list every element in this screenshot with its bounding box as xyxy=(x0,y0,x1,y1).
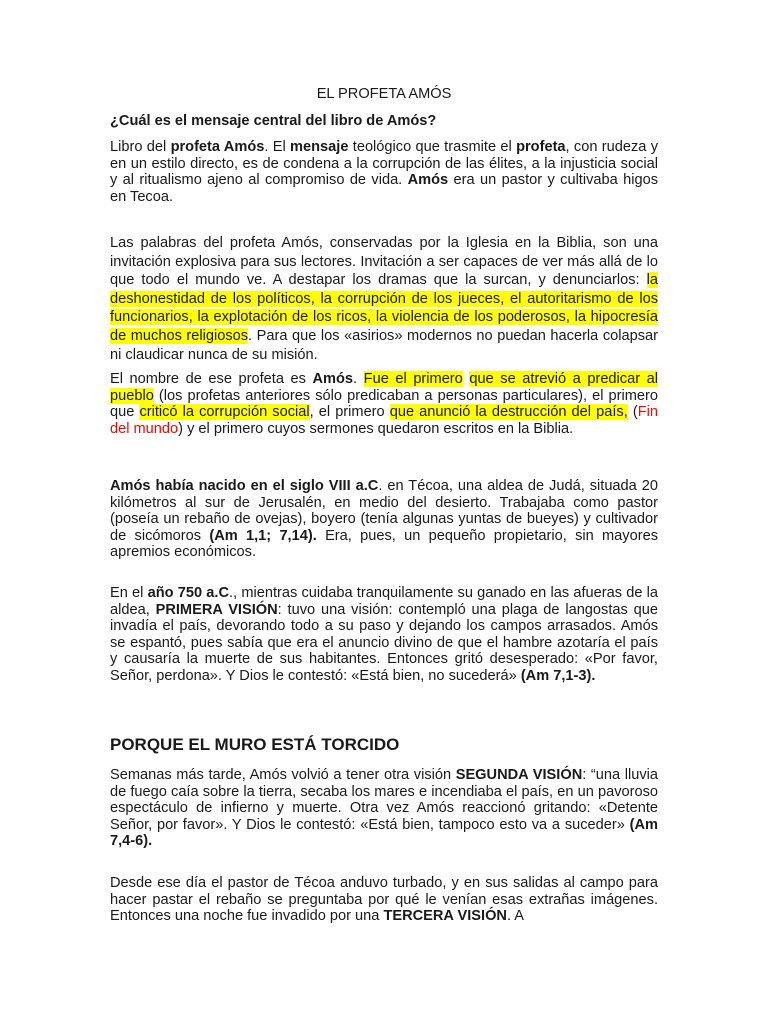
text-run: , con rudeza y en un estilo directo, es de condena a la corrupción de las élites, a la injusticia social y al ritualismo ajeno al compromiso de vida. xyxy=(110,139,659,189)
highlighted-run: la deshonestidad de los políticos, la corrupción de los jueces, el autoritarismo de los funcionarios, la explotación de los ricos, la violencia de los poderosos, la hipocresía de muchos religiosos xyxy=(110,272,658,344)
section-heading: PORQUE EL MURO ESTÁ TORCIDO xyxy=(110,735,400,754)
paragraph-intro xyxy=(110,139,658,205)
paragraph-third-vision xyxy=(110,875,658,925)
text-run: Las palabras del profeta Amós, conservadas por la Iglesia en la Biblia, son una invitación explosiva para sus lectores. Invitación a ser capaces de ver más allá de lo que todo el mundo ve. A destapar los dramas que la surcan, y denunciarlos: xyxy=(110,235,658,289)
bold-run: Amós había nacido en el siglo VIII a.C xyxy=(110,478,379,494)
text-run: . Para que los «asirios» modernos no puedan hacerla colapsar ni claudicar nunca de su misión. xyxy=(110,327,658,363)
text-run: , el primero xyxy=(309,404,390,421)
paragraph-words xyxy=(110,234,658,364)
bold-run: profeta Amós xyxy=(170,139,265,155)
paragraph-second-vision xyxy=(110,767,658,850)
bold-run: Amós xyxy=(407,172,449,189)
text-run: : “una lluvia de fuego caía sobre la tierra, secaba los mares e incendiaba el país, en un pavoroso espectáculo de infierno y muerte. Otra vez Amós reaccionó gritando: «Detente Señor, por favor». Y Dios le contestó: «Está bien, tampoco esto va a suceder» xyxy=(110,767,658,833)
text-run: Semanas más tarde, Amós volvió a tener otra visión xyxy=(110,767,456,783)
text-run: teológico que trasmite el xyxy=(348,139,517,155)
document-title: EL PROFETA AMÓS xyxy=(316,86,452,102)
text-run: era un pastor y cultivaba higos en Tecoa. xyxy=(110,172,659,205)
text-run: . en Técoa, una aldea de Judá, situada 20 kilómetros al sur de Jerusalén, en medio del desierto. Trabajaba como pastor (poseía un rebaño de ovejas), boyero (tenía algunas yuntas de bueyes) y cultivador de sicómoros xyxy=(110,478,658,544)
bold-run: (Am 7,1-3). xyxy=(520,667,596,684)
paragraph-birth xyxy=(110,478,658,561)
red-run: Fin del mundo xyxy=(110,404,658,437)
highlighted-run: Fue el primero xyxy=(363,371,463,387)
text-run: ( xyxy=(627,404,638,421)
text-run: Era, pues, un pequeño propietario, sin mayores apremios económicos. xyxy=(110,527,658,561)
text-run: Desde ese día el pastor de Técoa anduvo turbado, y en sus salidas al campo para hacer pastar el rebaño se preguntaba por qué le venían esas extrañas imágenes. Entonces una noche fue invadido por una xyxy=(110,875,658,925)
bold-run: mensaje xyxy=(290,139,349,155)
highlighted-run: criticó la corrupción social xyxy=(139,404,310,421)
bold-run: TERCERA VISIÓN xyxy=(383,908,507,925)
paragraph-name xyxy=(110,371,658,437)
text-run: . El xyxy=(264,139,291,155)
highlighted-run: que se atrevió a predicar al pueblo xyxy=(110,371,658,404)
text-run: . A xyxy=(506,908,525,925)
paragraph-first-vision xyxy=(110,585,658,685)
text-run: ) y el primero cuyos sermones quedaron escritos en la Biblia. xyxy=(178,420,574,437)
text-run: : tuvo una visión: contempló una plaga de langostas que invadía el país, devorando todo a su paso y dejando los campos arrasados. Amós se espantó, pues sabía que era el anuncio divino de que el hambre azotaría el país y causaría la muerte de sus habitantes. Entonces gritó desesperado: «Por favor, Señor, perdona». Y Dios le contestó: «Está bien, no sucederá» xyxy=(110,601,658,684)
text-run: . xyxy=(353,371,364,387)
bold-run: (Am 1,1; 7,14). xyxy=(209,527,317,544)
bold-run: año 750 a.C xyxy=(147,585,230,601)
highlighted-run: que anunció la destrucción del país, xyxy=(389,404,628,421)
text-run: El nombre de ese profeta es xyxy=(110,371,313,387)
bold-run: SEGUNDA VISIÓN xyxy=(455,767,583,783)
text-run: ., mientras cuidaba tranquilamente su ganado en las afueras de la aldea, xyxy=(110,585,658,618)
bold-run: PRIMERA VISIÓN xyxy=(155,601,278,618)
bold-run: Amós xyxy=(312,371,354,387)
bold-run: (Am 7,4-6). xyxy=(110,816,658,850)
text-run: En el xyxy=(110,585,148,601)
question-heading: ¿Cuál es el mensaje central del libro de Amós? xyxy=(110,113,437,129)
text-run: Libro del xyxy=(110,139,171,155)
bold-run: profeta xyxy=(516,139,566,155)
text-run: (los profetas anteriores sólo predicaban a personas particulares), el primero que xyxy=(110,387,658,421)
